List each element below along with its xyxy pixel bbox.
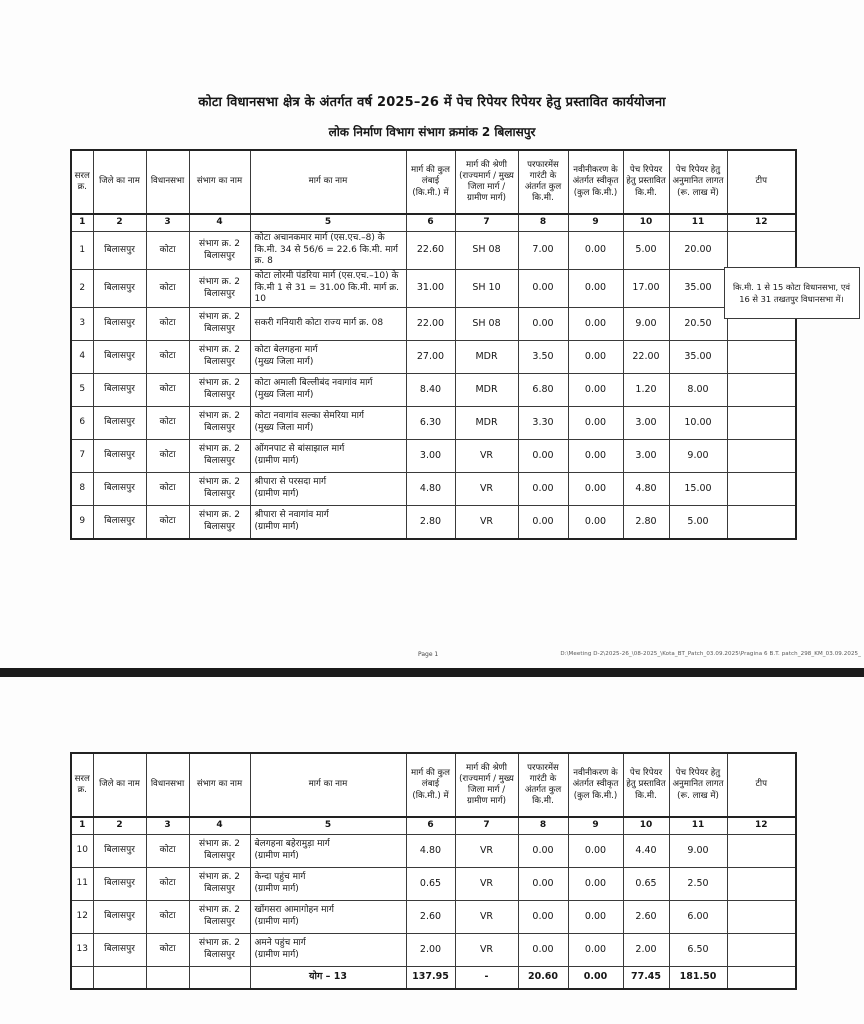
remark-note: कि.मी. 1 से 15 कोटा विधानसभा, एवं 16 से 31 तखतपुर विधानसभा में। (724, 267, 860, 319)
page-subtitle: लोक निर्माण विभाग संभाग क्रमांक 2 बिलासपुर (328, 125, 536, 139)
cell-remark (727, 341, 796, 374)
cell-renewal-sanctioned: 0.00 (568, 506, 623, 539)
cell-vidhansabha: कोटा (146, 270, 189, 308)
cell-road-category: MDR (455, 341, 518, 374)
cell-division: संभाग क्र. 2 बिलासपुर (189, 341, 250, 374)
cell-road-category: SH 08 (455, 308, 518, 341)
cell-proposed-km: 3.00 (623, 407, 669, 440)
cell-estimated-cost: 5.00 (669, 506, 727, 539)
cell-renewal-sanctioned: 0.00 (568, 901, 623, 934)
page-separator-bar (0, 668, 864, 677)
cell-road-name (250, 901, 406, 934)
road-type-text: (ग्रामीण मार्ग) (254, 950, 299, 960)
cell-total-length: 8.40 (406, 374, 455, 407)
cell-vidhansabha: कोटा (146, 308, 189, 341)
cell-empty (189, 967, 250, 990)
cell-performance-guarantee: 6.80 (518, 374, 568, 407)
cell-total-length: 4.80 (406, 835, 455, 868)
col-header-proposed-km: पेच रिपेयर हेतु प्रस्तावित कि.मी. (623, 753, 669, 817)
cell-district: बिलासपुर (93, 506, 146, 539)
road-type-text: (ग्रामीण मार्ग) (254, 917, 299, 927)
cell-performance-guarantee: 0.00 (518, 934, 568, 967)
file-path: D:\Meeting D-2\2025-26_\08-2025_\Kota_BT_Patch_03.09.2025\Pragina 6 B.T. patch_298_KM_03.09.2025_ (560, 651, 861, 657)
cell-road-category: MDR (455, 374, 518, 407)
cell-vidhansabha: कोटा (146, 901, 189, 934)
cell-road-name (250, 308, 406, 341)
cell-vidhansabha: कोटा (146, 407, 189, 440)
col-number: 10 (623, 214, 669, 232)
cell-renewal-sanctioned: 0.00 (568, 473, 623, 506)
col-number: 4 (189, 214, 250, 232)
cell-road-name (250, 232, 406, 270)
cell-total-length: 31.00 (406, 270, 455, 308)
road-name-text: केन्दा पहुंच मार्ग (254, 872, 306, 883)
col-header-renewal-sanctioned: नवीनीकरण के अंतर्गत स्वीकृत (कुल कि.मी.) (568, 753, 623, 817)
cell-serial-number: 5 (71, 374, 93, 407)
col-number: 3 (146, 817, 189, 835)
cell-total-length: 4.80 (406, 473, 455, 506)
col-header-serial: सरल क्र. (71, 150, 93, 214)
cell-road-name (250, 506, 406, 539)
cell-road-name (250, 835, 406, 868)
cell-estimated-cost: 9.00 (669, 835, 727, 868)
cell-serial-number: 13 (71, 934, 93, 967)
cell-total-performance: 20.60 (518, 967, 568, 990)
cell-renewal-sanctioned: 0.00 (568, 270, 623, 308)
road-type-text: (मुख्य जिला मार्ग) (254, 357, 314, 368)
col-number: 6 (406, 817, 455, 835)
column-header-row (71, 150, 796, 214)
cell-performance-guarantee: 3.50 (518, 341, 568, 374)
col-header-division: संभाग का नाम (189, 753, 250, 817)
page-1 (0, 92, 864, 658)
col-header-road-category: मार्ग की श्रेणी (राज्यमार्ग / मुख्य जिला मार्ग / ग्रामीण मार्ग) (455, 753, 518, 817)
col-header-vidhansabha: विधानसभा (146, 150, 189, 214)
cell-renewal-sanctioned: 0.00 (568, 868, 623, 901)
cell-estimated-cost: 35.00 (669, 270, 727, 308)
cell-performance-guarantee: 0.00 (518, 901, 568, 934)
cell-total-length: 27.00 (406, 341, 455, 374)
cell-performance-guarantee: 0.00 (518, 473, 568, 506)
cell-road-category: VR (455, 934, 518, 967)
cell-road-name (250, 407, 406, 440)
cell-district: बिलासपुर (93, 835, 146, 868)
cell-estimated-cost: 8.00 (669, 374, 727, 407)
cell-serial-number: 11 (71, 868, 93, 901)
cell-serial-number: 4 (71, 341, 93, 374)
cell-total-length: 22.60 (406, 232, 455, 270)
page-2 (0, 752, 864, 990)
col-header-performance-guarantee: परफारमेंस गारंटी के अंतर्गत कुल कि.मी. (518, 753, 568, 817)
cell-total-renewal: 0.00 (568, 967, 623, 990)
cell-road-name (250, 473, 406, 506)
column-number-row (71, 817, 796, 835)
road-name-text: कोटा बेलगहना मार्ग (254, 345, 318, 356)
cell-road-category: VR (455, 473, 518, 506)
road-name-text: बेलगहना बहेरामुड़ा मार्ग (254, 839, 330, 850)
cell-proposed-km: 22.00 (623, 341, 669, 374)
col-number: 7 (455, 214, 518, 232)
col-number: 1 (71, 817, 93, 835)
cell-proposed-km: 4.40 (623, 835, 669, 868)
cell-total-length: 137.95 (406, 967, 455, 990)
road-type-text: (ग्रामीण मार्ग) (254, 851, 299, 861)
cell-serial-number: 6 (71, 407, 93, 440)
cell-total-length: 2.00 (406, 934, 455, 967)
col-number: 11 (669, 214, 727, 232)
cell-vidhansabha: कोटा (146, 232, 189, 270)
col-header-road-name: मार्ग का नाम (250, 150, 406, 214)
cell-division: संभाग क्र. 2 बिलासपुर (189, 934, 250, 967)
cell-proposed-km: 4.80 (623, 473, 669, 506)
col-number: 12 (727, 214, 796, 232)
cell-vidhansabha: कोटा (146, 341, 189, 374)
col-number: 11 (669, 817, 727, 835)
cell-serial-number: 12 (71, 901, 93, 934)
cell-serial-number: 8 (71, 473, 93, 506)
col-number: 2 (93, 817, 146, 835)
cell-renewal-sanctioned: 0.00 (568, 835, 623, 868)
cell-remark (727, 473, 796, 506)
col-number: 2 (93, 214, 146, 232)
cell-district: बिलासपुर (93, 440, 146, 473)
cell-road-category: VR (455, 901, 518, 934)
cell-district: बिलासपुर (93, 901, 146, 934)
cell-road-name (250, 374, 406, 407)
cell-district: बिलासपुर (93, 270, 146, 308)
col-number: 5 (250, 817, 406, 835)
cell-proposed-km: 5.00 (623, 232, 669, 270)
page-title: कोटा विधानसभा क्षेत्र के अंतर्गत वर्ष 2025–26 में पेच रिपेयर रिपेयर हेतु प्रस्तावित कार्ययोजना (198, 95, 666, 110)
cell-proposed-km: 2.00 (623, 934, 669, 967)
cell-district: बिलासपुर (93, 374, 146, 407)
col-number: 9 (568, 214, 623, 232)
cell-performance-guarantee: 0.00 (518, 506, 568, 539)
cell-road-name (250, 270, 406, 308)
cell-road-category: SH 10 (455, 270, 518, 308)
cell-district: बिलासपुर (93, 308, 146, 341)
cell-estimated-cost: 15.00 (669, 473, 727, 506)
cell-district: बिलासपुर (93, 341, 146, 374)
cell-total-proposed: 77.45 (623, 967, 669, 990)
cell-performance-guarantee: 0.00 (518, 308, 568, 341)
cell-district: बिलासपुर (93, 934, 146, 967)
cell-renewal-sanctioned: 0.00 (568, 934, 623, 967)
cell-estimated-cost: 2.50 (669, 868, 727, 901)
cell-renewal-sanctioned: 0.00 (568, 440, 623, 473)
column-number-row (71, 214, 796, 232)
cell-district: बिलासपुर (93, 473, 146, 506)
table-row (71, 901, 796, 934)
cell-road-category: VR (455, 868, 518, 901)
cell-performance-guarantee: 0.00 (518, 868, 568, 901)
col-number: 5 (250, 214, 406, 232)
col-header-division: संभाग का नाम (189, 150, 250, 214)
road-name-text: अमने पहुंच मार्ग (254, 938, 306, 949)
cell-serial-number: 1 (71, 232, 93, 270)
cell-road-category: VR (455, 440, 518, 473)
road-name-text: खोंगसरा आमागोहन मार्ग (254, 905, 334, 916)
cell-serial-number: 2 (71, 270, 93, 308)
cell-total-length: 0.65 (406, 868, 455, 901)
table-row (71, 868, 796, 901)
table-row (71, 473, 796, 506)
road-type-text: (ग्रामीण मार्ग) (254, 489, 299, 500)
cell-district: बिलासपुर (93, 868, 146, 901)
cell-division: संभाग क्र. 2 बिलासपुर (189, 901, 250, 934)
cell-total-category: - (455, 967, 518, 990)
road-name-text: श्रीपारा से नवागांव मार्ग (254, 510, 329, 521)
cell-total-length: 2.80 (406, 506, 455, 539)
col-header-estimated-cost: पेच रिपेयर हेतु अनुमानित लागत (रू. लाख में) (669, 753, 727, 817)
col-header-performance-guarantee: परफारमेंस गारंटी के अंतर्गत कुल कि.मी. (518, 150, 568, 214)
cell-total-label: योग – 13 (250, 967, 406, 990)
cell-road-category: VR (455, 835, 518, 868)
cell-division: संभाग क्र. 2 बिलासपुर (189, 868, 250, 901)
cell-proposed-km: 2.60 (623, 901, 669, 934)
col-header-remark: टीप (727, 753, 796, 817)
cell-renewal-sanctioned: 0.00 (568, 308, 623, 341)
road-name-text: श्रीपारा से परसदा मार्ग (254, 477, 327, 488)
cell-vidhansabha: कोटा (146, 868, 189, 901)
road-name-text: कोटा अमाली बिल्लीबंद नवागांव मार्ग (254, 378, 373, 389)
cell-road-category: VR (455, 506, 518, 539)
col-header-estimated-cost: पेच रिपेयर हेतु अनुमानित लागत (रू. लाख में) (669, 150, 727, 214)
cell-empty (727, 967, 796, 990)
road-type-text: (मुख्य जिला मार्ग) (254, 423, 314, 434)
road-name-text: ओंगनपाट से बांसाझाल मार्ग (254, 444, 345, 455)
col-header-district: जिले का नाम (93, 150, 146, 214)
table-row (71, 407, 796, 440)
cell-empty (146, 967, 189, 990)
table-row (71, 341, 796, 374)
cell-remark (727, 506, 796, 539)
works-table-page2 (70, 752, 797, 990)
road-type-text: (ग्रामीण मार्ग) (254, 521, 299, 532)
cell-total-length: 22.00 (406, 308, 455, 341)
cell-performance-guarantee: 7.00 (518, 232, 568, 270)
cell-estimated-cost: 35.00 (669, 341, 727, 374)
column-header-row (71, 753, 796, 817)
cell-vidhansabha: कोटा (146, 835, 189, 868)
cell-vidhansabha: कोटा (146, 374, 189, 407)
cell-performance-guarantee: 0.00 (518, 440, 568, 473)
cell-division: संभाग क्र. 2 बिलासपुर (189, 374, 250, 407)
cell-renewal-sanctioned: 0.00 (568, 407, 623, 440)
cell-serial-number: 3 (71, 308, 93, 341)
cell-remark (727, 407, 796, 440)
cell-performance-guarantee: 0.00 (518, 270, 568, 308)
col-number: 8 (518, 214, 568, 232)
cell-division: संभाग क्र. 2 बिलासपुर (189, 308, 250, 341)
cell-road-name (250, 934, 406, 967)
col-header-remark: टीप (727, 150, 796, 214)
cell-proposed-km: 1.20 (623, 374, 669, 407)
cell-serial-number: 10 (71, 835, 93, 868)
cell-vidhansabha: कोटा (146, 473, 189, 506)
cell-proposed-km: 2.80 (623, 506, 669, 539)
cell-vidhansabha: कोटा (146, 440, 189, 473)
table-row (71, 232, 796, 270)
col-number: 12 (727, 817, 796, 835)
col-header-road-category: मार्ग की श्रेणी (राज्यमार्ग / मुख्य जिला मार्ग / ग्रामीण मार्ग) (455, 150, 518, 214)
cell-road-category: MDR (455, 407, 518, 440)
cell-serial-number: 9 (71, 506, 93, 539)
cell-renewal-sanctioned: 0.00 (568, 374, 623, 407)
cell-renewal-sanctioned: 0.00 (568, 341, 623, 374)
cell-estimated-cost: 20.00 (669, 232, 727, 270)
cell-division: संभाग क्र. 2 बिलासपुर (189, 473, 250, 506)
col-number: 10 (623, 817, 669, 835)
cell-proposed-km: 17.00 (623, 270, 669, 308)
cell-division: संभाग क्र. 2 बिलासपुर (189, 232, 250, 270)
road-name-text: कोटा लोरमी पंडरिया मार्ग (एस.एच.–10) के कि.मी 1 से 31 = 31.00 कि.मी. मार्ग क्र. 10 (254, 271, 400, 305)
table-row (71, 835, 796, 868)
works-table-page1 (70, 149, 851, 540)
cell-renewal-sanctioned: 0.00 (568, 232, 623, 270)
cell-estimated-cost: 9.00 (669, 440, 727, 473)
cell-road-name (250, 440, 406, 473)
cell-proposed-km: 9.00 (623, 308, 669, 341)
cell-estimated-cost: 6.00 (669, 901, 727, 934)
cell-road-category: SH 08 (455, 232, 518, 270)
cell-total-cost: 181.50 (669, 967, 727, 990)
table-row (71, 374, 796, 407)
cell-total-length: 3.00 (406, 440, 455, 473)
col-header-renewal-sanctioned: नवीनीकरण के अंतर्गत स्वीकृत (कुल कि.मी.) (568, 150, 623, 214)
col-number: 9 (568, 817, 623, 835)
cell-remark (727, 440, 796, 473)
col-number: 6 (406, 214, 455, 232)
cell-total-length: 2.60 (406, 901, 455, 934)
table-row (71, 308, 796, 341)
col-header-total-length: मार्ग की कुल लंबाई (कि.मी.) में (406, 753, 455, 817)
cell-district: बिलासपुर (93, 407, 146, 440)
cell-district: बिलासपुर (93, 232, 146, 270)
cell-vidhansabha: कोटा (146, 934, 189, 967)
cell-remark (727, 232, 796, 270)
cell-division: संभाग क्र. 2 बिलासपुर (189, 270, 250, 308)
col-header-district: जिले का नाम (93, 753, 146, 817)
page-number: Page 1 (418, 651, 439, 658)
cell-division: संभाग क्र. 2 बिलासपुर (189, 506, 250, 539)
cell-road-name (250, 868, 406, 901)
cell-serial-number: 7 (71, 440, 93, 473)
col-header-vidhansabha: विधानसभा (146, 753, 189, 817)
col-header-serial: सरल क्र. (71, 753, 93, 817)
cell-remark (727, 374, 796, 407)
table-row (71, 270, 796, 308)
cell-vidhansabha: कोटा (146, 506, 189, 539)
cell-road-name (250, 341, 406, 374)
cell-proposed-km: 0.65 (623, 868, 669, 901)
cell-empty (93, 967, 146, 990)
cell-estimated-cost: 6.50 (669, 934, 727, 967)
road-name-text: कोटा नवागांव सल्का सेमरिया मार्ग (254, 411, 364, 422)
cell-performance-guarantee: 0.00 (518, 835, 568, 868)
table-row (71, 934, 796, 967)
table-row (71, 440, 796, 473)
road-name-text: सकरी गनियारी कोटा राज्य मार्ग क्र. 08 (254, 318, 384, 329)
col-number: 1 (71, 214, 93, 232)
cell-estimated-cost: 20.50 (669, 308, 727, 341)
cell-performance-guarantee: 3.30 (518, 407, 568, 440)
road-name-text: कोटा अचानकमार मार्ग (एस.एच.–8) के कि.मी. 34 से 56/6 = 22.6 कि.मी. मार्ग क्र. 8 (254, 233, 398, 267)
cell-remark (727, 934, 796, 967)
cell-empty (71, 967, 93, 990)
table-row (71, 506, 796, 539)
col-header-road-name: मार्ग का नाम (250, 753, 406, 817)
page1-footer (0, 649, 864, 661)
cell-proposed-km: 3.00 (623, 440, 669, 473)
cell-total-length: 6.30 (406, 407, 455, 440)
cell-remark (727, 901, 796, 934)
cell-division: संभाग क्र. 2 बिलासपुर (189, 407, 250, 440)
cell-estimated-cost: 10.00 (669, 407, 727, 440)
col-number: 7 (455, 817, 518, 835)
col-number: 8 (518, 817, 568, 835)
col-header-total-length: मार्ग की कुल लंबाई (कि.मी.) में (406, 150, 455, 214)
col-number: 4 (189, 817, 250, 835)
road-type-text: (ग्रामीण मार्ग) (254, 884, 299, 894)
cell-division: संभाग क्र. 2 बिलासपुर (189, 440, 250, 473)
col-number: 3 (146, 214, 189, 232)
cell-remark (727, 270, 851, 308)
cell-division: संभाग क्र. 2 बिलासपुर (189, 835, 250, 868)
cell-remark (727, 868, 796, 901)
road-type-text: (मुख्य जिला मार्ग) (254, 390, 314, 401)
col-header-proposed-km: पेच रिपेयर हेतु प्रस्तावित कि.मी. (623, 150, 669, 214)
total-row (71, 967, 796, 990)
cell-remark (727, 835, 796, 868)
road-type-text: (ग्रामीण मार्ग) (254, 456, 299, 467)
